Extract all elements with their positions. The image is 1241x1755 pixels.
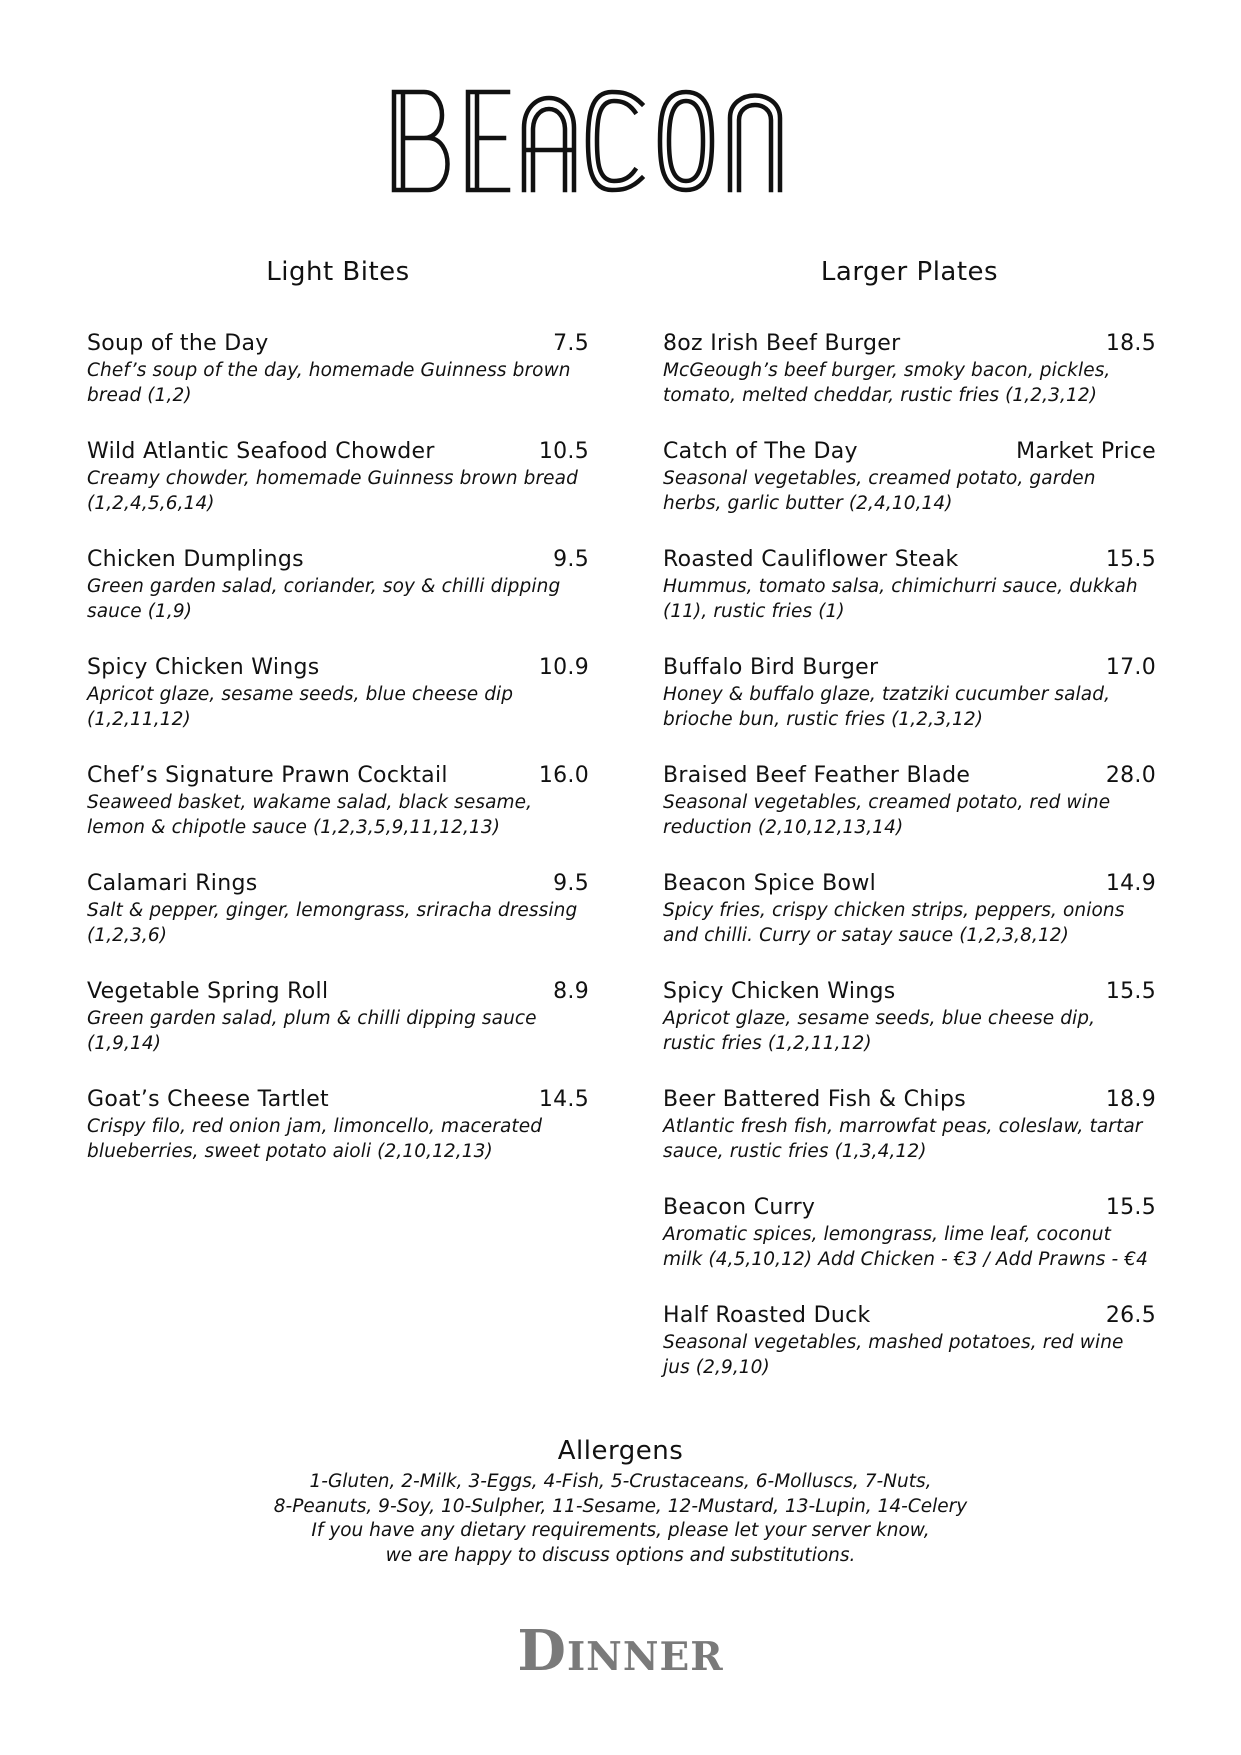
section-title-larger-plates: Larger Plates [820,257,999,287]
item-description-line: Atlantic fresh fish, marrowfat peas, coleslaw, tartar [663,1116,1143,1137]
item-price: 10.9 [538,655,589,680]
menu-item [663,1086,1156,1194]
item-description-line: bread (1,2) [87,385,192,406]
item-description [663,1006,1156,1056]
item-description [663,1114,1156,1164]
item-price: 14.9 [1105,871,1156,896]
item-description-line: Green garden salad, plum & chilli dipping sauce [87,1008,537,1029]
item-description-line: McGeough’s beef burger, smoky bacon, pickles, [663,360,1111,381]
item-price: 9.5 [553,547,589,572]
item-name: Beer Battered Fish & Chips [663,1087,966,1112]
item-price: 18.5 [1105,331,1156,356]
item-price: 16.0 [538,763,589,788]
menu-item [663,1194,1156,1302]
section-title-light-bites: Light Bites [266,257,410,287]
item-description-line: Spicy fries, crispy chicken strips, peppers, onions [663,900,1125,921]
item-price: 8.9 [553,979,589,1004]
item-description-line: rustic fries (1,2,11,12) [663,1033,872,1054]
item-name: Soup of the Day [87,331,269,356]
menu-item [663,762,1156,870]
menu-item [663,1302,1156,1410]
menu-item [87,1086,589,1194]
item-name: Chef’s Signature Prawn Cocktail [87,763,448,788]
item-description-line: sauce, rustic fries (1,3,4,12) [663,1141,927,1162]
item-description-line: Seaweed basket, wakame salad, black sesame, [87,792,533,813]
item-description-line: brioche bun, rustic fries (1,2,3,12) [663,709,984,730]
item-description [87,898,589,948]
menu-item [663,546,1156,654]
item-description [663,682,1156,732]
item-description [663,898,1156,948]
item-description [87,358,589,408]
item-description [663,358,1156,408]
item-price: 10.5 [538,439,589,464]
item-price: 15.5 [1105,979,1156,1004]
item-description-line: Seasonal vegetables, creamed potato, garden [663,468,1096,489]
dinner-heading: Dinner [517,1618,724,1684]
item-name: Goat’s Cheese Tartlet [87,1087,329,1112]
allergens-title: Allergens [557,1436,684,1466]
item-description-line: tomato, melted cheddar, rustic fries (1,2,3,12) [663,385,1098,406]
item-description-line: (1,9,14) [87,1033,162,1054]
item-description [663,466,1156,516]
item-price: 26.5 [1105,1303,1156,1328]
larger-plates-section [663,252,1156,1410]
menu-item [87,762,589,870]
item-description [87,574,589,624]
item-price: Market Price [1016,439,1156,464]
item-name: Roasted Cauliflower Steak [663,547,959,572]
allergens-line: 8-Peanuts, 9-Soy, 10-Sulpher, 11-Sesame, 12-Mustard, 13-Lupin, 14-Celery [273,1495,968,1517]
item-description-line: Salt & pepper, ginger, lemongrass, sriracha dressing [87,900,578,921]
item-price: 15.5 [1105,547,1156,572]
item-description-line: blueberries, sweet potato aioli (2,10,12,13) [87,1141,493,1162]
item-description [87,790,589,840]
item-name: Beacon Spice Bowl [663,871,877,896]
item-price: 15.5 [1105,1195,1156,1220]
item-description-line: Green garden salad, coriander, soy & chilli dipping [87,576,561,597]
item-description [87,682,589,732]
allergens-line: If you have any dietary requirements, please let your server know, [311,1520,930,1541]
item-description [87,1006,589,1056]
item-name: Beacon Curry [663,1195,816,1220]
menu-item [87,654,589,762]
item-description-line: Apricot glaze, sesame seeds, blue cheese dip [87,684,514,705]
item-price: 28.0 [1105,763,1156,788]
item-name: Half Roasted Duck [663,1303,871,1328]
item-description [663,574,1156,624]
item-name: Braised Beef Feather Blade [663,763,971,788]
item-description [663,790,1156,840]
item-price: 14.5 [538,1087,589,1112]
menu-item [87,978,589,1086]
item-name: Vegetable Spring Roll [87,979,329,1004]
menu-item [663,978,1156,1086]
item-description [87,466,589,516]
allergens-line: 1-Gluten, 2-Milk, 3-Eggs, 4-Fish, 5-Crustaceans, 6-Molluscs, 7-Nuts, [309,1471,932,1492]
item-description-line: Chef’s soup of the day, homemade Guinness brown [87,360,571,381]
item-name: Wild Atlantic Seafood Chowder [87,439,435,464]
menu-item [663,438,1156,546]
item-description-line: reduction (2,10,12,13,14) [663,817,904,838]
item-description-line: herbs, garlic butter (2,4,10,14) [663,493,953,514]
menu-item [87,438,589,546]
item-price: 18.9 [1105,1087,1156,1112]
item-description-line: Honey & buffalo glaze, tzatziki cucumber salad, [663,684,1111,705]
item-description-line: Crispy filo, red onion jam, limoncello, macerated [87,1116,543,1137]
item-description-line: Seasonal vegetables, creamed potato, red wine [663,792,1111,813]
menu-item [87,870,589,978]
item-description-line: sauce (1,9) [87,601,193,622]
item-name: Spicy Chicken Wings [663,979,896,1004]
item-description-line: jus (2,9,10) [663,1357,770,1378]
item-description-line: milk (4,5,10,12) Add Chicken - €3 / Add Prawns - €4 [663,1249,1148,1270]
item-description-line: (11), rustic fries (1) [663,601,845,622]
item-description [663,1330,1156,1380]
item-name: Chicken Dumplings [87,547,304,572]
item-name: Catch of The Day [663,439,858,464]
item-description-line: (1,2,4,5,6,14) [87,493,215,514]
item-description [87,1114,589,1164]
menu-item [87,546,589,654]
item-description-line: lemon & chipotle sauce (1,2,3,5,9,11,12,13) [87,817,501,838]
item-description-line: (1,2,3,6) [87,925,168,946]
item-name: 8oz Irish Beef Burger [663,331,901,356]
menu-item [663,870,1156,978]
item-price: 17.0 [1105,655,1156,680]
item-price: 9.5 [553,871,589,896]
item-name: Buffalo Bird Burger [663,655,879,680]
menu-item [87,330,589,438]
item-description-line: Seasonal vegetables, mashed potatoes, red wine [663,1332,1124,1353]
item-description-line: Aromatic spices, lemongrass, lime leaf, coconut [663,1224,1111,1245]
item-description [663,1222,1156,1272]
item-price: 7.5 [553,331,589,356]
item-description-line: Apricot glaze, sesame seeds, blue cheese dip, [663,1008,1096,1029]
item-description-line: Hummus, tomato salsa, chimichurri sauce, dukkah [663,576,1138,597]
item-name: Spicy Chicken Wings [87,655,320,680]
allergens-line: we are happy to discuss options and substitutions. [385,1544,856,1566]
allergens-section [0,1434,1241,1568]
menu-item [663,654,1156,762]
item-description-line: (1,2,11,12) [87,709,191,730]
item-description-line: and chilli. Curry or satay sauce (1,2,3,8,12) [663,925,1069,946]
menu-item [663,330,1156,438]
beacon-logo [390,88,850,194]
item-description-line: Creamy chowder, homemade Guinness brown bread [87,468,578,489]
item-name: Calamari Rings [87,871,258,896]
light-bites-section [87,252,589,1194]
